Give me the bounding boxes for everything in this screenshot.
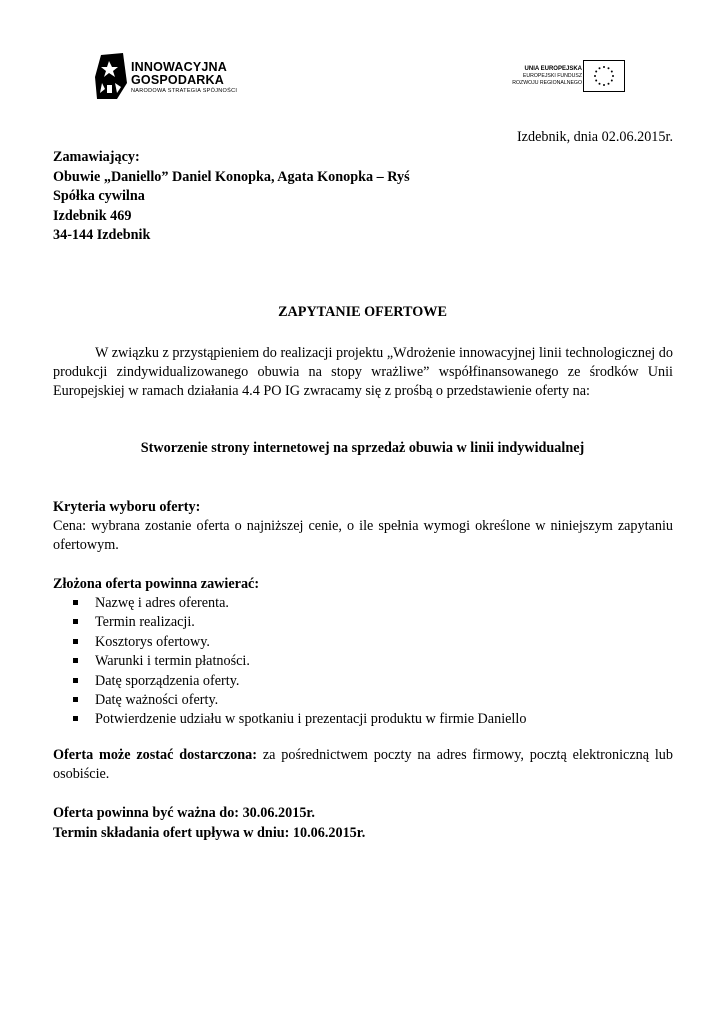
- list-item-text: Warunki i termin płatności.: [95, 653, 250, 670]
- list-item-text: Datę sporządzenia oferty.: [95, 672, 240, 689]
- bullet-icon: [73, 678, 78, 683]
- bullet-icon: [73, 600, 78, 605]
- eu-flag-icon: [583, 60, 625, 92]
- offer-contents-list: [53, 594, 526, 730]
- criteria-text: Cena: wybrana zostanie oferta o najniższej cenie, o ile spełnia wymogi określone w niniejszym zapytaniu ofertowym.: [53, 518, 673, 553]
- eu-logo-line1: UNIA EUROPEJSKA: [524, 66, 582, 72]
- list-item: [53, 691, 526, 710]
- eu-logo-line3: ROZWOJU REGIONALNEGO: [512, 79, 582, 86]
- buyer-street: Izdebnik 469: [53, 207, 132, 224]
- offer-contents-heading: Złożona oferta powinna zawierać:: [53, 576, 260, 592]
- eu-logo-text: [512, 66, 582, 86]
- list-item: [53, 613, 526, 632]
- list-item: [53, 652, 526, 671]
- list-item-text: Kosztorys ofertowy.: [95, 633, 210, 650]
- bullet-icon: [73, 658, 78, 663]
- buyer-label: Zamawiający:: [53, 149, 140, 165]
- criteria-heading: Kryteria wyboru oferty:: [53, 499, 201, 515]
- offer-validity: Oferta powinna być ważna do: 30.06.2015r.: [53, 805, 315, 821]
- ig-logo-text: [131, 61, 237, 95]
- delivery-heading: Oferta może zostać dostarczona:: [53, 747, 257, 763]
- list-item-text: Termin realizacji.: [95, 614, 195, 631]
- buyer-city: 34-144 Izdebnik: [53, 227, 151, 243]
- innowacyjna-gospodarka-logo: [93, 53, 253, 103]
- ig-logo-line2: GOSPODARKA: [131, 73, 224, 87]
- selection-criteria: [53, 498, 673, 555]
- bullet-icon: [73, 639, 78, 644]
- buyer-address-block: [53, 148, 410, 246]
- document-date: Izdebnik, dnia 02.06.2015r.: [516, 129, 673, 145]
- bullet-icon: [73, 697, 78, 702]
- intro-paragraph: [53, 344, 673, 401]
- list-item: [53, 633, 526, 652]
- ig-emblem-icon: [93, 53, 129, 101]
- submission-deadline: Termin składania ofert upływa w dniu: 10.06.2015r.: [53, 825, 366, 841]
- list-item-text: Datę ważności oferty.: [95, 691, 219, 708]
- list-item: [53, 710, 526, 729]
- ig-logo-line3: NARODOWA STRATEGIA SPÓJNOŚCI: [131, 88, 238, 94]
- eu-logo-line2: EUROPEJSKI FUNDUSZ: [522, 73, 582, 79]
- buyer-name: Obuwie „Daniello” Daniel Konopka, Agata Konopka – Ryś: [53, 168, 410, 185]
- bullet-icon: [73, 619, 78, 624]
- eu-logo: [500, 60, 630, 96]
- inquiry-subject: Stworzenie strony internetowej na sprzedaż obuwia w linii indywidualnej: [140, 440, 585, 456]
- document-title: ZAPYTANIE OFERTOWE: [278, 304, 447, 320]
- buyer-type: Spółka cywilna: [53, 188, 145, 204]
- list-item-text: Potwierdzenie udziału w spotkaniu i prezentacji produktu w firmie Daniello: [95, 711, 527, 728]
- list-item: [53, 594, 526, 613]
- bullet-icon: [73, 716, 78, 721]
- intro-text: W związku z przystąpieniem do realizacji projektu „Wdrożenie innowacyjnej linii technologicznej do produkcji zindywidualizowanego obuwia na stopy wrażliwe” współfinansowanego ze środków Unii Europejskiej w ramach działania 4.4 PO IG zwracamy się z prośbą o przedstawienie oferty na:: [53, 345, 673, 399]
- ig-logo-line1: INNOWACYJNA: [131, 60, 227, 74]
- delivery-text: za pośrednictwem poczty na adres firmowy, pocztą elektroniczną lub osobiście.: [53, 747, 673, 782]
- delivery-paragraph: [53, 746, 673, 784]
- list-item: [53, 672, 526, 691]
- list-item-text: Nazwę i adres oferenta.: [95, 595, 229, 611]
